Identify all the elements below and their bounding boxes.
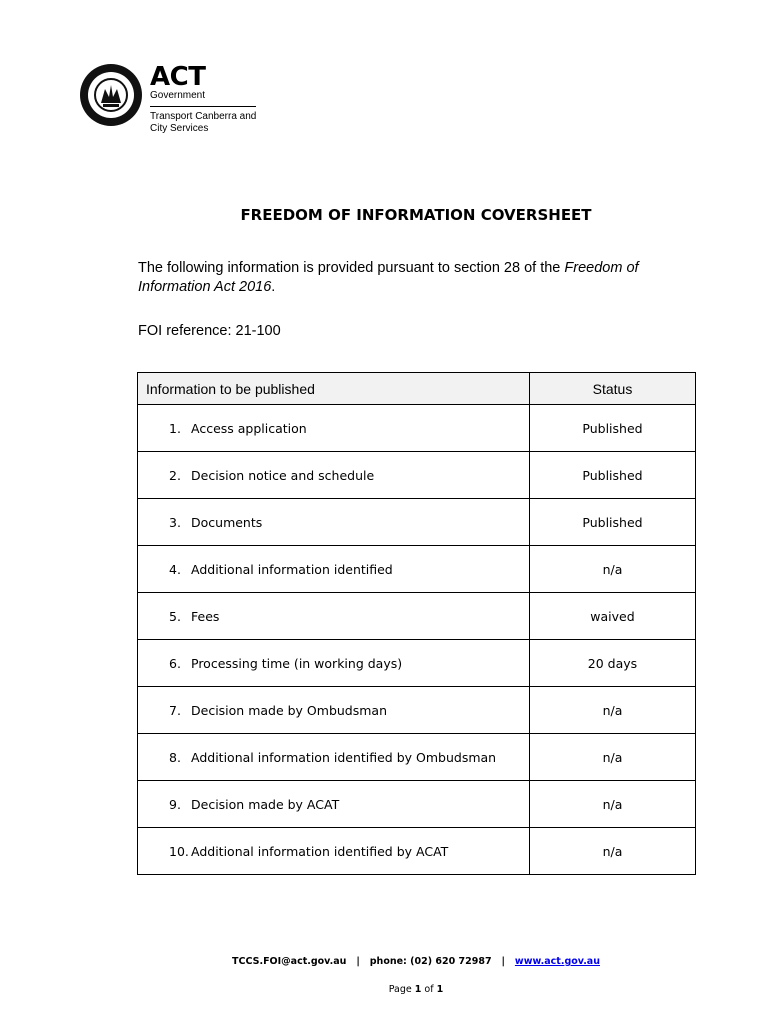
information-table	[137, 372, 696, 875]
item-label: Additional information identified by ACAT	[191, 843, 449, 859]
logo-act-text: ACT	[150, 62, 206, 92]
item-number: 5.	[169, 608, 181, 624]
item-label: Decision made by Ombudsman	[191, 702, 388, 718]
item-cell	[138, 546, 530, 593]
item-number: 9.	[169, 796, 181, 812]
item-label: Fees	[191, 608, 220, 624]
item-number: 8.	[169, 749, 181, 765]
status-cell: n/a	[530, 546, 696, 593]
page-prefix: Page	[388, 984, 415, 995]
item-cell	[138, 828, 530, 875]
logo-divider	[150, 106, 256, 107]
page-footer	[0, 956, 770, 967]
status-cell: 20 days	[530, 640, 696, 687]
item-number: 6.	[169, 655, 181, 671]
status-cell: Published	[530, 499, 696, 546]
document-title: FREEDOM OF INFORMATION COVERSHEET	[240, 206, 592, 224]
item-label: Additional information identified by Ombudsman	[191, 749, 497, 765]
item-cell	[138, 734, 530, 781]
item-cell	[138, 593, 530, 640]
header-information: Information to be published	[138, 373, 530, 405]
item-cell	[138, 452, 530, 499]
foi-reference: FOI reference: 21-100	[138, 323, 281, 339]
item-label: Access application	[191, 420, 307, 436]
table-row	[138, 734, 696, 781]
status-cell: Published	[530, 405, 696, 452]
table-row	[138, 405, 696, 452]
status-cell: n/a	[530, 781, 696, 828]
page-total: 1	[436, 984, 444, 995]
act-name: Freedom of Information Act 2016	[138, 260, 639, 295]
footer-separator-1: |	[356, 956, 360, 967]
item-number: 4.	[169, 561, 181, 577]
footer-phone: phone: (02) 620 72987	[369, 956, 492, 967]
footer-email: TCCS.FOI@act.gov.au	[232, 956, 347, 967]
page-number	[0, 984, 770, 995]
intro-suffix: .	[271, 279, 276, 295]
act-government-logo	[80, 64, 270, 136]
item-number: 2.	[169, 467, 181, 483]
item-label: Decision made by ACAT	[191, 796, 340, 812]
item-label: Documents	[191, 514, 263, 530]
status-cell: waived	[530, 593, 696, 640]
header-status: Status	[530, 373, 696, 405]
item-cell	[138, 499, 530, 546]
logo-directorate-line2: City Services	[150, 123, 209, 134]
page-current: 1	[414, 984, 422, 995]
table-row	[138, 640, 696, 687]
table-row	[138, 499, 696, 546]
status-cell: Published	[530, 452, 696, 499]
table-row	[138, 546, 696, 593]
status-cell: n/a	[530, 687, 696, 734]
status-cell: n/a	[530, 734, 696, 781]
item-label: Decision notice and schedule	[191, 467, 375, 483]
logo-government-text: Government	[150, 90, 206, 101]
logo-directorate-line1: Transport Canberra and	[150, 111, 257, 122]
intro-paragraph	[138, 259, 698, 297]
status-cell: n/a	[530, 828, 696, 875]
item-label: Additional information identified	[191, 561, 393, 577]
item-number: 10.	[169, 843, 189, 859]
item-number: 1.	[169, 420, 181, 436]
footer-website-link[interactable]: www.act.gov.au	[514, 956, 600, 967]
item-cell	[138, 405, 530, 452]
item-cell	[138, 640, 530, 687]
coat-of-arms-icon	[80, 64, 142, 126]
item-label: Processing time (in working days)	[191, 655, 403, 671]
item-number: 3.	[169, 514, 181, 530]
intro-prefix: The following information is provided pursuant to section 28 of the	[138, 260, 565, 276]
footer-separator-2: |	[501, 956, 505, 967]
table-header-row	[138, 373, 696, 405]
item-number: 7.	[169, 702, 181, 718]
item-cell	[138, 687, 530, 734]
table-row	[138, 828, 696, 875]
table-row	[138, 452, 696, 499]
table-row	[138, 687, 696, 734]
page-mid: of	[421, 984, 437, 995]
table-row	[138, 593, 696, 640]
item-cell	[138, 781, 530, 828]
table-row	[138, 781, 696, 828]
